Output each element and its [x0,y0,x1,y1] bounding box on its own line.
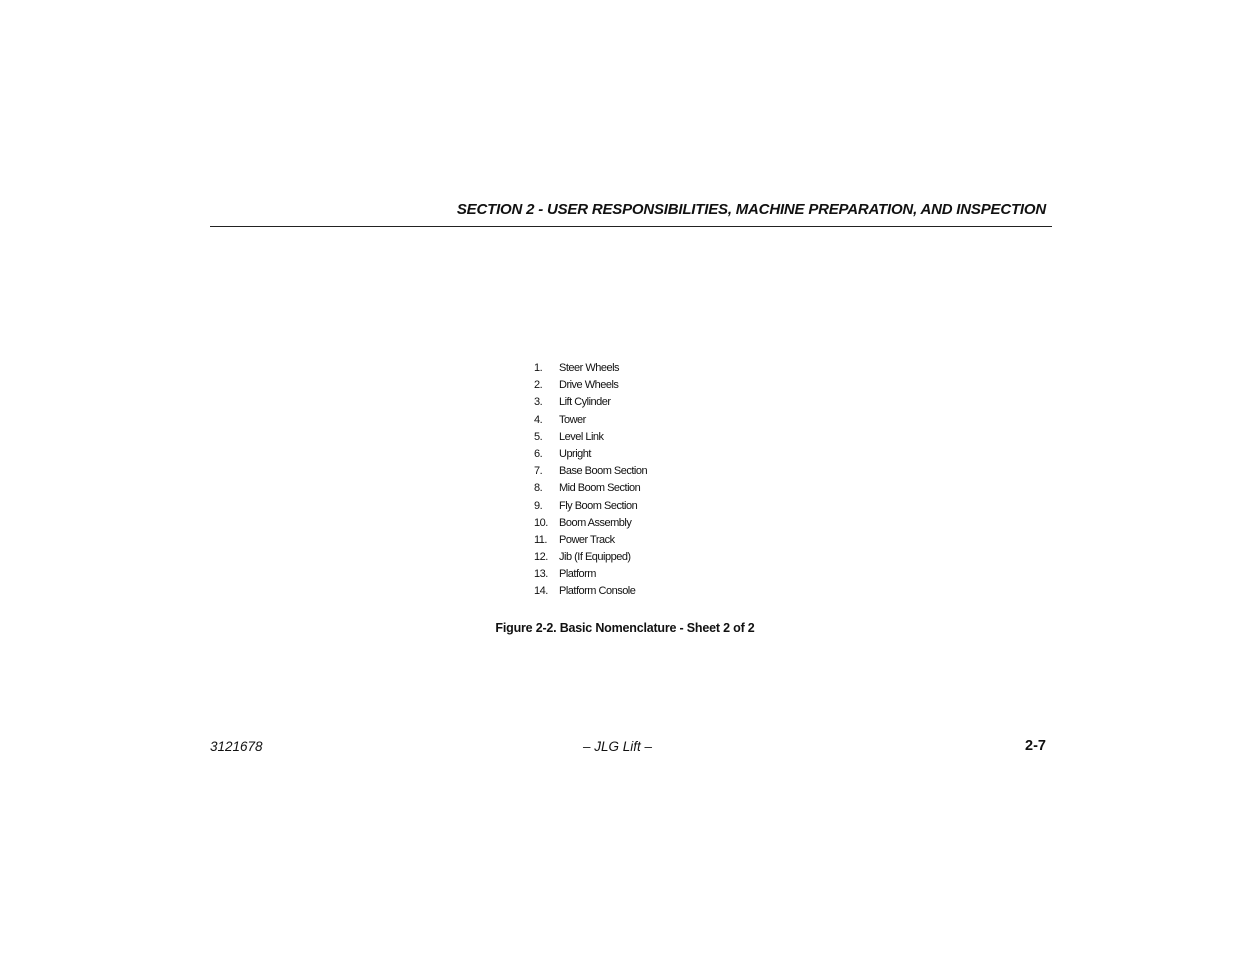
legend-item-label: Drive Wheels [559,379,619,392]
legend-item-label: Lift Cylinder [559,396,611,409]
legend-item-number: 3. [534,396,543,409]
legend-item-label: Boom Assembly [559,516,632,529]
legend-item [532,566,647,583]
legend-item-label: Power Track [559,533,615,546]
legend-item [532,515,647,532]
legend-item-label: Base Boom Section [559,465,648,478]
legend-item-label: Tower [559,413,586,426]
legend-item-label: Steer Wheels [559,362,620,374]
legend-item-number: 11. [534,533,547,546]
legend-item [532,480,647,497]
header-divider [210,226,1052,227]
nomenclature-legend [532,360,647,601]
legend-item-number: 6. [534,447,543,460]
legend-item [532,412,647,429]
legend-item [532,429,647,446]
legend-item [532,498,647,515]
legend-item-number: 2. [534,379,543,392]
legend-item [532,377,647,394]
legend-item-number: 13. [534,568,548,581]
footer-page-number: 2-7 [1025,738,1046,754]
legend-item [532,446,647,463]
legend-item-number: 4. [534,413,543,426]
legend-item-number: 9. [534,499,543,512]
legend-item-number: 8. [534,482,543,495]
legend-item-label: Fly Boom Section [559,499,638,512]
legend-item-number: 14. [534,585,548,598]
legend-item-number: 5. [534,430,543,443]
legend-item-label: Platform Console [559,585,636,598]
legend-item [532,532,647,549]
legend-item [532,360,647,377]
legend-item [532,583,647,600]
legend-item-number: 12. [534,551,548,564]
legend-item [532,463,647,480]
legend-item-label: Level Link [559,430,604,443]
legend-item [532,394,647,411]
legend-item-label: Mid Boom Section [559,482,641,495]
legend-item-number: 10. [534,516,548,529]
legend-item-number: 7. [534,465,543,478]
legend-item-label: Jib (If Equipped) [559,551,631,564]
section-header-title: SECTION 2 - USER RESPONSIBILITIES, MACHINE PREPARATION, AND INSPECTION [456,201,1046,218]
figure-caption: Figure 2-2. Basic Nomenclature - Sheet 2 of 2 [495,621,755,635]
legend-item-label: Upright [559,447,591,460]
legend-item-label: Platform [559,568,596,581]
legend-item-number: 1. [534,362,543,374]
footer-document-number: 3121678 [210,739,263,754]
footer-brand: – JLG Lift – [582,739,653,754]
legend-item [532,549,647,566]
